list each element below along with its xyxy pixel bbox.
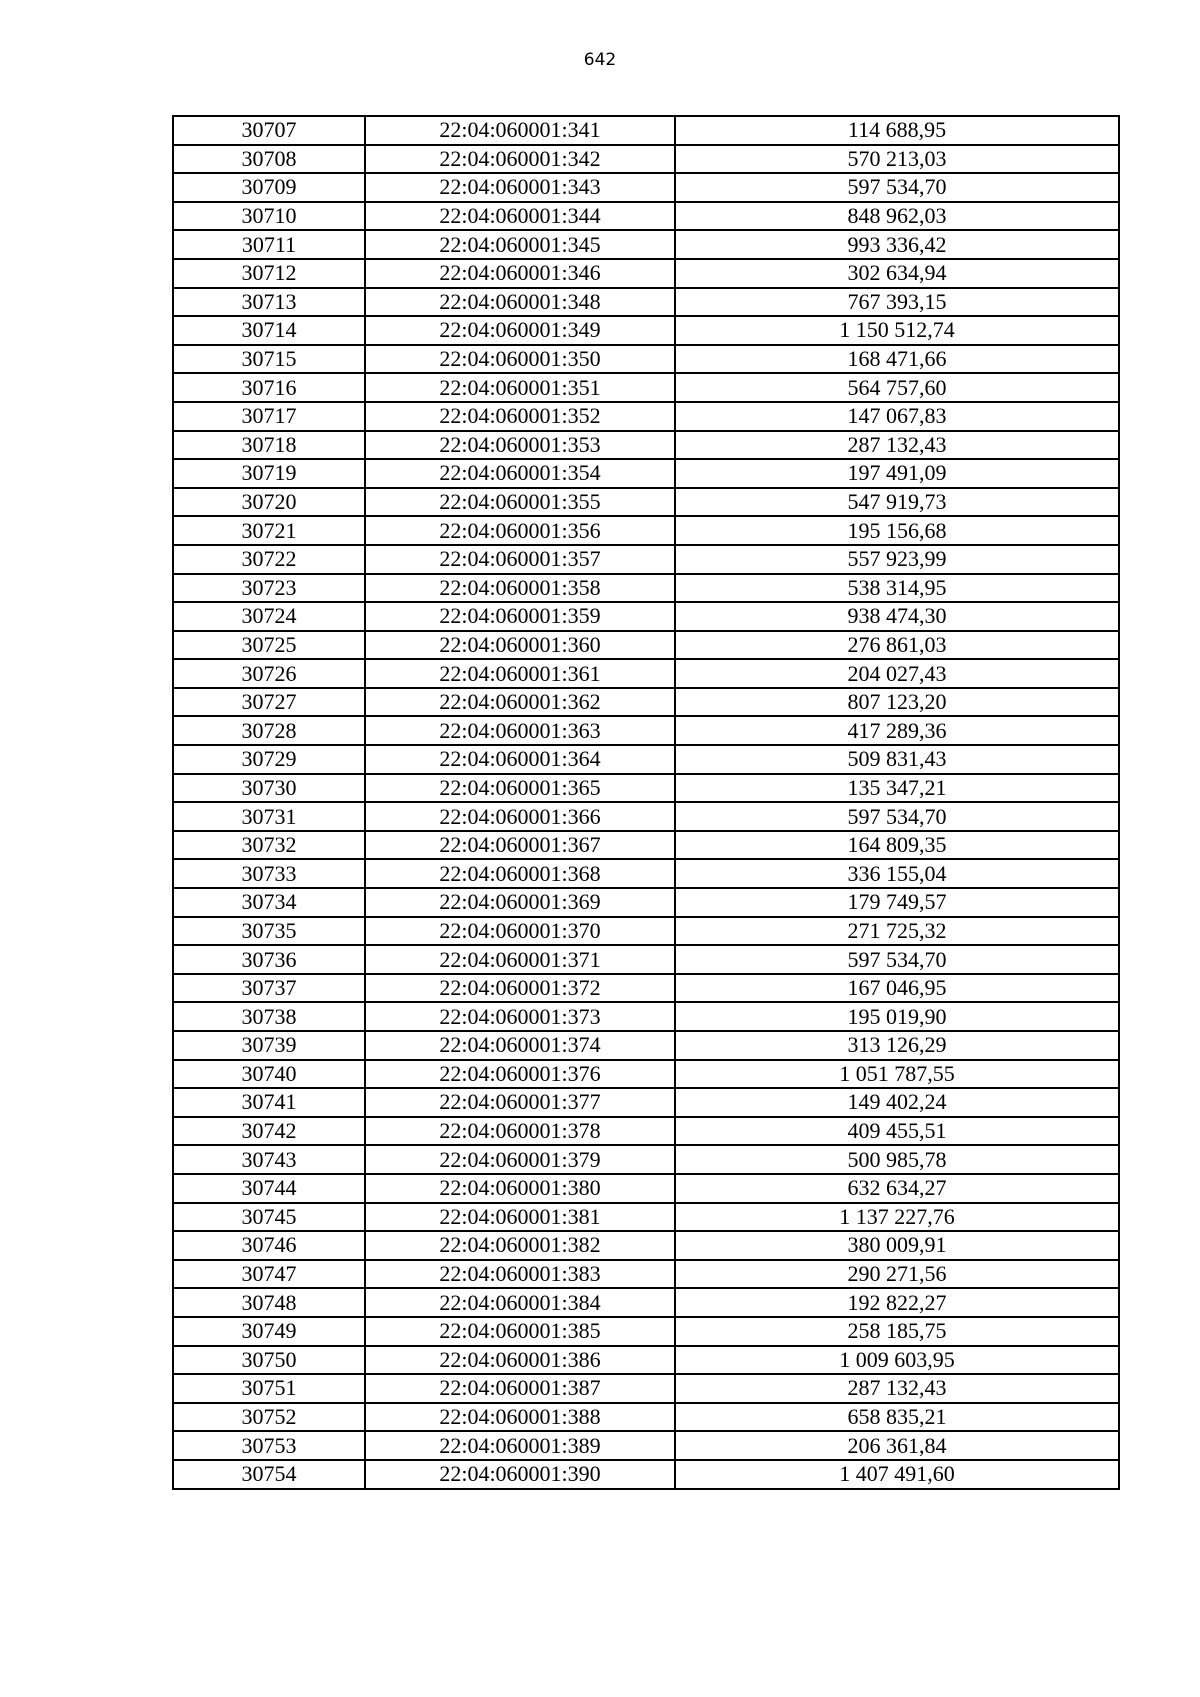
table-row [173, 974, 1119, 1003]
table-row [173, 288, 1119, 317]
table-row [173, 173, 1119, 202]
table-row [173, 316, 1119, 345]
value-cell: 564 757,60 [675, 373, 1119, 402]
cadastral-number-cell: 22:04:060001:367 [365, 831, 675, 860]
table-row [173, 345, 1119, 374]
row-number-cell: 30707 [173, 116, 365, 145]
row-number-cell: 30717 [173, 402, 365, 431]
table-row [173, 1317, 1119, 1346]
value-cell: 195 019,90 [675, 1002, 1119, 1031]
cadastral-number-cell: 22:04:060001:352 [365, 402, 675, 431]
row-number-cell: 30730 [173, 774, 365, 803]
cadastral-number-cell: 22:04:060001:351 [365, 373, 675, 402]
cadastral-number-cell: 22:04:060001:355 [365, 488, 675, 517]
cadastral-number-cell: 22:04:060001:363 [365, 716, 675, 745]
table-row [173, 259, 1119, 288]
table-row [173, 402, 1119, 431]
cadastral-number-cell: 22:04:060001:380 [365, 1174, 675, 1203]
value-cell: 302 634,94 [675, 259, 1119, 288]
value-cell: 1 051 787,55 [675, 1060, 1119, 1089]
table-row [173, 230, 1119, 259]
cadastral-number-cell: 22:04:060001:343 [365, 173, 675, 202]
cadastral-number-cell: 22:04:060001:344 [365, 202, 675, 231]
value-cell: 509 831,43 [675, 745, 1119, 774]
value-cell: 192 822,27 [675, 1288, 1119, 1317]
table-row [173, 1346, 1119, 1375]
row-number-cell: 30716 [173, 373, 365, 402]
table-row [173, 1117, 1119, 1146]
cadastral-number-cell: 22:04:060001:379 [365, 1145, 675, 1174]
table-row [173, 202, 1119, 231]
row-number-cell: 30747 [173, 1260, 365, 1289]
cadastral-number-cell: 22:04:060001:342 [365, 145, 675, 174]
row-number-cell: 30744 [173, 1174, 365, 1203]
cadastral-number-cell: 22:04:060001:356 [365, 516, 675, 545]
row-number-cell: 30734 [173, 888, 365, 917]
row-number-cell: 30740 [173, 1060, 365, 1089]
cadastral-number-cell: 22:04:060001:386 [365, 1346, 675, 1375]
cadastral-number-cell: 22:04:060001:369 [365, 888, 675, 917]
row-number-cell: 30724 [173, 602, 365, 631]
table-row [173, 802, 1119, 831]
row-number-cell: 30722 [173, 545, 365, 574]
cadastral-number-cell: 22:04:060001:364 [365, 745, 675, 774]
table-row [173, 945, 1119, 974]
table-row [173, 859, 1119, 888]
row-number-cell: 30726 [173, 659, 365, 688]
table-row [173, 1374, 1119, 1403]
row-number-cell: 30710 [173, 202, 365, 231]
table-row [173, 1145, 1119, 1174]
cadastral-number-cell: 22:04:060001:390 [365, 1460, 675, 1489]
value-cell: 290 271,56 [675, 1260, 1119, 1289]
row-number-cell: 30731 [173, 802, 365, 831]
row-number-cell: 30743 [173, 1145, 365, 1174]
row-number-cell: 30729 [173, 745, 365, 774]
table-row [173, 145, 1119, 174]
row-number-cell: 30719 [173, 459, 365, 488]
row-number-cell: 30708 [173, 145, 365, 174]
row-number-cell: 30746 [173, 1231, 365, 1260]
cadastral-number-cell: 22:04:060001:388 [365, 1403, 675, 1432]
value-cell: 767 393,15 [675, 288, 1119, 317]
row-number-cell: 30751 [173, 1374, 365, 1403]
value-cell: 570 213,03 [675, 145, 1119, 174]
cadastral-number-cell: 22:04:060001:387 [365, 1374, 675, 1403]
cadastral-number-cell: 22:04:060001:353 [365, 431, 675, 460]
cadastral-number-cell: 22:04:060001:348 [365, 288, 675, 317]
table-row [173, 1031, 1119, 1060]
value-cell: 547 919,73 [675, 488, 1119, 517]
table-row [173, 602, 1119, 631]
row-number-cell: 30733 [173, 859, 365, 888]
cadastral-number-cell: 22:04:060001:358 [365, 574, 675, 603]
value-cell: 271 725,32 [675, 917, 1119, 946]
row-number-cell: 30715 [173, 345, 365, 374]
table-row [173, 831, 1119, 860]
value-cell: 313 126,29 [675, 1031, 1119, 1060]
table-row [173, 1203, 1119, 1232]
cadastral-number-cell: 22:04:060001:385 [365, 1317, 675, 1346]
table-row [173, 659, 1119, 688]
cadastral-number-cell: 22:04:060001:381 [365, 1203, 675, 1232]
cadastral-number-cell: 22:04:060001:374 [365, 1031, 675, 1060]
cadastral-number-cell: 22:04:060001:365 [365, 774, 675, 803]
value-cell: 807 123,20 [675, 688, 1119, 717]
cadastral-number-cell: 22:04:060001:350 [365, 345, 675, 374]
row-number-cell: 30728 [173, 716, 365, 745]
value-cell: 206 361,84 [675, 1431, 1119, 1460]
row-number-cell: 30718 [173, 431, 365, 460]
value-cell: 179 749,57 [675, 888, 1119, 917]
table-row [173, 716, 1119, 745]
row-number-cell: 30732 [173, 831, 365, 860]
value-cell: 632 634,27 [675, 1174, 1119, 1203]
value-cell: 538 314,95 [675, 574, 1119, 603]
data-table [172, 115, 1120, 1490]
value-cell: 276 861,03 [675, 631, 1119, 660]
cadastral-number-cell: 22:04:060001:366 [365, 802, 675, 831]
table-row [173, 1403, 1119, 1432]
cadastral-number-cell: 22:04:060001:341 [365, 116, 675, 145]
value-cell: 1 137 227,76 [675, 1203, 1119, 1232]
row-number-cell: 30741 [173, 1088, 365, 1117]
value-cell: 149 402,24 [675, 1088, 1119, 1117]
table-row [173, 1060, 1119, 1089]
value-cell: 336 155,04 [675, 859, 1119, 888]
value-cell: 167 046,95 [675, 974, 1119, 1003]
row-number-cell: 30748 [173, 1288, 365, 1317]
value-cell: 287 132,43 [675, 1374, 1119, 1403]
cadastral-number-cell: 22:04:060001:346 [365, 259, 675, 288]
value-cell: 258 185,75 [675, 1317, 1119, 1346]
table-row [173, 1460, 1119, 1489]
table-row [173, 1088, 1119, 1117]
row-number-cell: 30754 [173, 1460, 365, 1489]
row-number-cell: 30725 [173, 631, 365, 660]
row-number-cell: 30711 [173, 230, 365, 259]
row-number-cell: 30712 [173, 259, 365, 288]
value-cell: 195 156,68 [675, 516, 1119, 545]
table-row [173, 373, 1119, 402]
row-number-cell: 30727 [173, 688, 365, 717]
value-cell: 557 923,99 [675, 545, 1119, 574]
cadastral-number-cell: 22:04:060001:383 [365, 1260, 675, 1289]
table-row [173, 459, 1119, 488]
value-cell: 500 985,78 [675, 1145, 1119, 1174]
page-number: 642 [583, 50, 617, 70]
value-cell: 197 491,09 [675, 459, 1119, 488]
row-number-cell: 30735 [173, 917, 365, 946]
value-cell: 597 534,70 [675, 802, 1119, 831]
row-number-cell: 30723 [173, 574, 365, 603]
cadastral-number-cell: 22:04:060001:382 [365, 1231, 675, 1260]
row-number-cell: 30749 [173, 1317, 365, 1346]
row-number-cell: 30739 [173, 1031, 365, 1060]
value-cell: 993 336,42 [675, 230, 1119, 259]
value-cell: 1 150 512,74 [675, 316, 1119, 345]
table-row [173, 1288, 1119, 1317]
cadastral-number-cell: 22:04:060001:357 [365, 545, 675, 574]
cadastral-number-cell: 22:04:060001:378 [365, 1117, 675, 1146]
cadastral-number-cell: 22:04:060001:360 [365, 631, 675, 660]
cadastral-number-cell: 22:04:060001:362 [365, 688, 675, 717]
cadastral-number-cell: 22:04:060001:372 [365, 974, 675, 1003]
value-cell: 135 347,21 [675, 774, 1119, 803]
value-cell: 287 132,43 [675, 431, 1119, 460]
cadastral-number-cell: 22:04:060001:368 [365, 859, 675, 888]
table-row [173, 888, 1119, 917]
row-number-cell: 30709 [173, 173, 365, 202]
cadastral-number-cell: 22:04:060001:354 [365, 459, 675, 488]
row-number-cell: 30721 [173, 516, 365, 545]
table-row [173, 574, 1119, 603]
table-row [173, 116, 1119, 145]
table-row [173, 745, 1119, 774]
row-number-cell: 30738 [173, 1002, 365, 1031]
row-number-cell: 30736 [173, 945, 365, 974]
value-cell: 380 009,91 [675, 1231, 1119, 1260]
value-cell: 938 474,30 [675, 602, 1119, 631]
cadastral-number-cell: 22:04:060001:389 [365, 1431, 675, 1460]
value-cell: 147 067,83 [675, 402, 1119, 431]
table-row [173, 1431, 1119, 1460]
row-number-cell: 30713 [173, 288, 365, 317]
row-number-cell: 30737 [173, 974, 365, 1003]
value-cell: 409 455,51 [675, 1117, 1119, 1146]
table-row [173, 1231, 1119, 1260]
value-cell: 848 962,03 [675, 202, 1119, 231]
table-row [173, 545, 1119, 574]
table-row [173, 917, 1119, 946]
row-number-cell: 30750 [173, 1346, 365, 1375]
value-cell: 597 534,70 [675, 945, 1119, 974]
value-cell: 204 027,43 [675, 659, 1119, 688]
table-row [173, 1260, 1119, 1289]
value-cell: 658 835,21 [675, 1403, 1119, 1432]
row-number-cell: 30753 [173, 1431, 365, 1460]
value-cell: 1 009 603,95 [675, 1346, 1119, 1375]
cadastral-number-cell: 22:04:060001:345 [365, 230, 675, 259]
cadastral-number-cell: 22:04:060001:371 [365, 945, 675, 974]
row-number-cell: 30752 [173, 1403, 365, 1432]
value-cell: 168 471,66 [675, 345, 1119, 374]
table-row [173, 688, 1119, 717]
value-cell: 114 688,95 [675, 116, 1119, 145]
value-cell: 417 289,36 [675, 716, 1119, 745]
row-number-cell: 30714 [173, 316, 365, 345]
table-row [173, 774, 1119, 803]
table-row [173, 516, 1119, 545]
table-row [173, 488, 1119, 517]
cadastral-number-cell: 22:04:060001:377 [365, 1088, 675, 1117]
row-number-cell: 30720 [173, 488, 365, 517]
cadastral-number-cell: 22:04:060001:370 [365, 917, 675, 946]
cadastral-number-cell: 22:04:060001:376 [365, 1060, 675, 1089]
row-number-cell: 30742 [173, 1117, 365, 1146]
cadastral-number-cell: 22:04:060001:373 [365, 1002, 675, 1031]
value-cell: 164 809,35 [675, 831, 1119, 860]
cadastral-number-cell: 22:04:060001:359 [365, 602, 675, 631]
cadastral-number-cell: 22:04:060001:361 [365, 659, 675, 688]
cadastral-number-cell: 22:04:060001:349 [365, 316, 675, 345]
table-row [173, 1002, 1119, 1031]
table-row [173, 1174, 1119, 1203]
value-cell: 597 534,70 [675, 173, 1119, 202]
cadastral-number-cell: 22:04:060001:384 [365, 1288, 675, 1317]
row-number-cell: 30745 [173, 1203, 365, 1232]
table-row [173, 631, 1119, 660]
table-body [173, 116, 1119, 1489]
value-cell: 1 407 491,60 [675, 1460, 1119, 1489]
table-row [173, 431, 1119, 460]
